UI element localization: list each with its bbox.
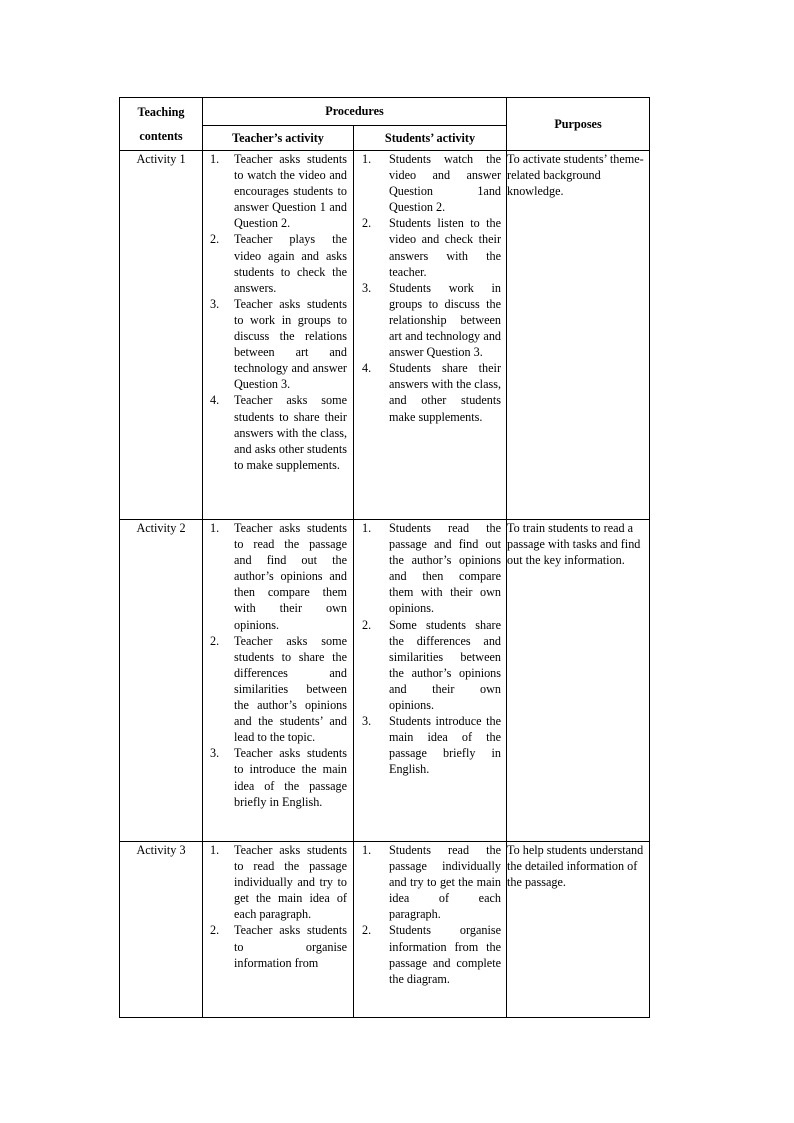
list-item-text: Students introduce the main idea of the passage briefly in English.: [389, 714, 502, 777]
list-number: 1.: [210, 521, 220, 535]
list-number: 2.: [362, 923, 372, 938]
list-item: [354, 617, 506, 714]
teacher-activity-cell: [203, 520, 354, 842]
table-row: [120, 842, 650, 1018]
list-item: [354, 215, 506, 279]
list-item: [203, 922, 353, 970]
list-number: 2.: [210, 232, 220, 247]
list-number: 1.: [210, 843, 220, 857]
header-teaching-contents: Teaching contents: [120, 98, 203, 151]
activity-label: Activity 2: [120, 520, 203, 842]
list-item-text: Teacher asks students to read the passage and find out the author’s opinions and then compare them with their own opinions.: [234, 521, 347, 632]
activity-label: Activity 1: [120, 151, 203, 520]
list-number: 1.: [362, 152, 372, 166]
list-number: 2.: [210, 633, 220, 648]
list-number: 3.: [362, 714, 372, 729]
purpose-cell: To activate students’ theme-related background knowledge.: [507, 151, 650, 520]
list-item-text: Students share their answers with the class, and other students make supplements.: [389, 361, 502, 424]
students-activity-cell: [354, 520, 507, 842]
list-number: 1.: [210, 152, 220, 166]
list-item: [203, 842, 353, 922]
list-number: 3.: [210, 746, 220, 761]
header-students-activity: Students’ activity: [354, 126, 507, 151]
list-item: [354, 360, 506, 424]
list-item: [354, 713, 506, 777]
list-item: [354, 922, 506, 986]
list-item: [354, 520, 506, 617]
header-procedures: Procedures: [203, 98, 507, 126]
teaching-plan-table: [119, 97, 650, 1018]
list-item: [203, 151, 353, 231]
list-item-text: Students read the passage individually and try to get the main idea of each paragraph.: [389, 843, 502, 922]
list-item-text: Teacher asks some students to share the differences and similarities between the author’s opinions and the students’ and lead to the topic.: [234, 633, 347, 745]
list-number: 2.: [362, 617, 372, 632]
purpose-cell: To help students understand the detailed information of the passage.: [507, 842, 650, 1018]
list-number: 3.: [362, 280, 372, 295]
list-item: [354, 280, 506, 360]
list-number: 2.: [210, 923, 220, 938]
list-item-text: Teacher asks students to work in groups to discuss the relations between art and technology and answer Question 3.: [234, 296, 347, 392]
list-number: 1.: [362, 843, 372, 857]
list-number: 4.: [362, 361, 372, 376]
list-number: 2.: [362, 216, 372, 231]
purpose-cell: To train students to read a passage with tasks and find out the key information.: [507, 520, 650, 842]
list-item: [203, 745, 353, 809]
list-item-text: Students work in groups to discuss the relationship between art and technology and answer Question 3.: [389, 280, 502, 360]
students-activity-cell: [354, 151, 507, 520]
list-item-text: Teacher asks students to organise information from: [234, 923, 347, 970]
header-teacher-activity: Teacher’s activity: [203, 126, 354, 151]
list-item-text: Teacher asks students to introduce the main idea of the passage briefly in English.: [234, 746, 347, 809]
list-item-text: Teacher asks some students to share their answers with the class, and asks other students to make supplements.: [234, 393, 347, 472]
list-item-text: Students read the passage and find out the author’s opinions and then compare them with their own opinions.: [389, 521, 502, 616]
table-row: [120, 151, 650, 520]
list-item-text: Students listen to the video and check their answers with the teacher.: [389, 216, 502, 279]
list-item-text: Some students share the differences and similarities between the author’s opinions and their own opinions.: [389, 617, 502, 713]
list-item-text: Teacher asks students to read the passage individually and try to get the main idea of each paragraph.: [234, 843, 347, 922]
header-purposes: Purposes: [507, 98, 650, 151]
list-number: 3.: [210, 296, 220, 311]
list-number: 1.: [362, 521, 372, 535]
list-item-text: Students watch the video and answer Question 1and Question 2.: [389, 152, 502, 215]
list-item-text: Teacher plays the video again and asks students to check the answers.: [234, 232, 347, 295]
list-item: [203, 296, 353, 393]
list-item-text: Teacher asks students to watch the video and encourages students to answer Question 1 and Question 2.: [234, 152, 347, 231]
list-item-text: Students organise information from the passage and complete the diagram.: [389, 923, 502, 986]
list-item: [203, 520, 353, 633]
activity-label: Activity 3: [120, 842, 203, 1018]
list-item: [203, 392, 353, 472]
teacher-activity-cell: [203, 842, 354, 1018]
list-item: [203, 231, 353, 295]
teacher-activity-cell: [203, 151, 354, 520]
list-item: [354, 151, 506, 215]
list-number: 4.: [210, 393, 220, 408]
list-item: [203, 633, 353, 746]
students-activity-cell: [354, 842, 507, 1018]
table-row: [120, 520, 650, 842]
list-item: [354, 842, 506, 922]
